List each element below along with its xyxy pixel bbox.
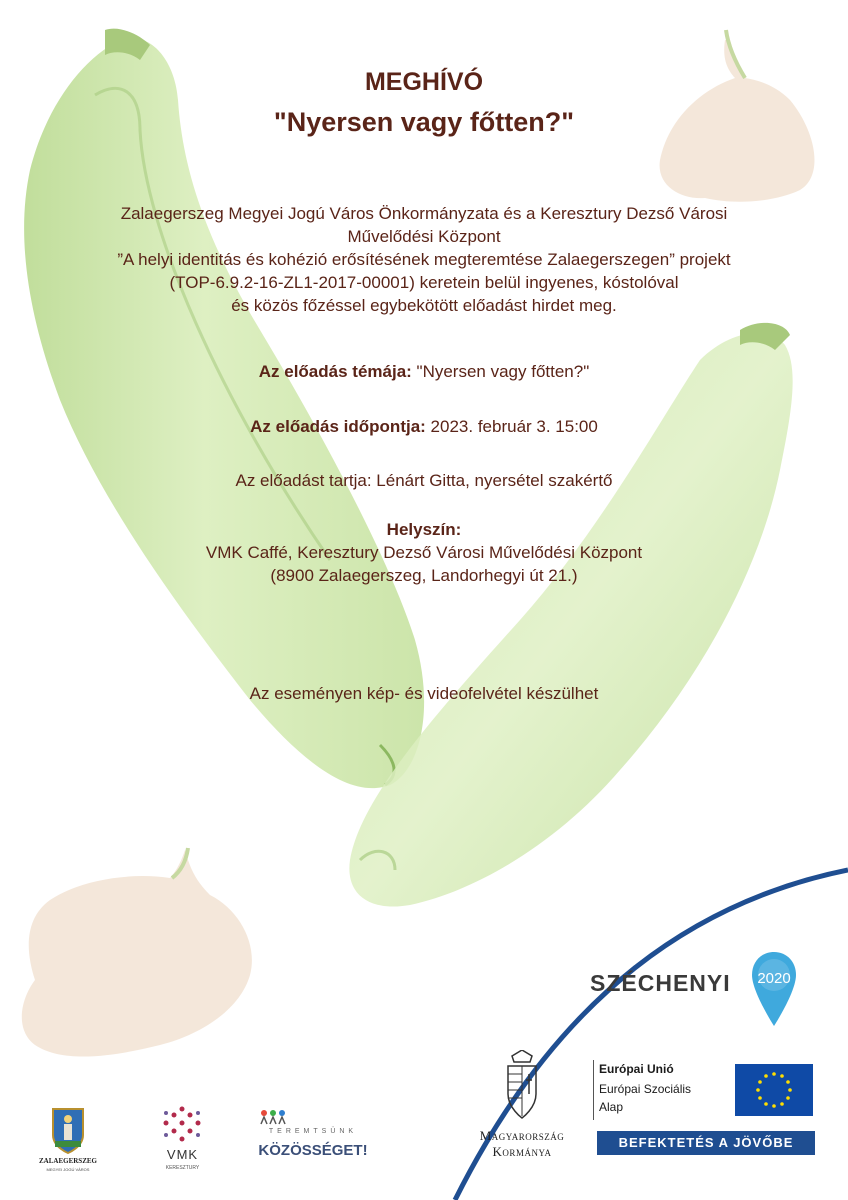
- intro-line: és közös főzéssel egybekötött előadást hirdet meg.: [231, 296, 617, 315]
- vmk-dots-icon: [160, 1105, 205, 1145]
- intro-line: (TOP-6.9.2-16-ZL1-2017-00001) keretein belül ingyenes, kóstolóval: [169, 273, 679, 292]
- location-block: [0, 518, 848, 587]
- city-sublabel: MEGYEI JOGÚ VÁROS: [46, 1167, 90, 1172]
- szechenyi-logo: [590, 950, 810, 1030]
- city-crest-icon: [51, 1105, 85, 1155]
- vmk-sublabel: KERESZTURY: [165, 1165, 200, 1171]
- zalaegerszeg-logo: [32, 1105, 104, 1175]
- invest-banner: BEFEKTETÉS A JÖVŐBE: [597, 1131, 815, 1155]
- vmk-logo: [155, 1105, 210, 1180]
- garlic-bottom-left-icon: [22, 848, 252, 1057]
- page-title: MEGHÍVÓ: [364, 68, 484, 96]
- location-pin-icon: [750, 950, 798, 1028]
- topic-value: "Nyersen vagy főtten?": [411, 362, 590, 381]
- government-name-line1: Magyarország: [479, 1128, 565, 1143]
- government-name-line2: Kormánya: [492, 1144, 552, 1159]
- location-line: (8900 Zalaegerszeg, Landorhegyi út 21.): [270, 566, 578, 585]
- community-bottom-text: KÖZÖSSÉGET!: [258, 1142, 368, 1159]
- zucchini-right-icon: [349, 323, 792, 907]
- government-logo: [462, 1050, 582, 1160]
- date-label: Az előadás időpontja:: [250, 417, 426, 436]
- intro-paragraph: [0, 202, 848, 317]
- szechenyi-text: SZÉCHENYI: [590, 970, 731, 996]
- date-line: [0, 415, 848, 438]
- eu-flag-icon: [735, 1064, 813, 1116]
- szechenyi-year: 2020: [757, 970, 791, 987]
- coat-of-arms-icon: [504, 1050, 540, 1122]
- location-line: VMK Caffé, Keresztury Dezső Városi Művelődési Központ: [205, 543, 643, 562]
- community-figures-icon: [258, 1108, 288, 1126]
- presenter-line: Az előadást tartja: Lénárt Gitta, nyersétel szakértő: [235, 471, 613, 490]
- eu-fund-line: Alap: [599, 1100, 624, 1114]
- eu-logo: [593, 1060, 818, 1120]
- intro-line: Művelődési Központ: [347, 227, 501, 246]
- topic-line: [0, 360, 848, 383]
- intro-line: ”A helyi identitás és kohézió erősítésének megteremtése Zalaegerszegen” projekt: [117, 250, 731, 269]
- zucchini-left-icon: [24, 29, 424, 788]
- location-label: Helyszín:: [386, 520, 462, 539]
- page-subtitle: "Nyersen vagy főtten?": [273, 107, 575, 137]
- date-value: 2023. február 3. 15:00: [425, 417, 598, 436]
- community-logo: [248, 1108, 378, 1170]
- eu-title: Európai Unió: [599, 1062, 674, 1076]
- eu-fund-line: Európai Szociális: [599, 1082, 692, 1096]
- intro-line: Zalaegerszeg Megyei Jogú Város Önkormányzata és a Keresztury Dezső Városi: [120, 204, 728, 223]
- recording-notice: Az eseményen kép- és videofelvétel készülhet: [249, 684, 599, 703]
- topic-label: Az előadás témája:: [258, 362, 412, 381]
- community-top-text: TEREMTSÜNK: [268, 1128, 358, 1135]
- vmk-label: VMK: [166, 1147, 199, 1162]
- city-name: ZALAEGERSZEG: [39, 1157, 97, 1165]
